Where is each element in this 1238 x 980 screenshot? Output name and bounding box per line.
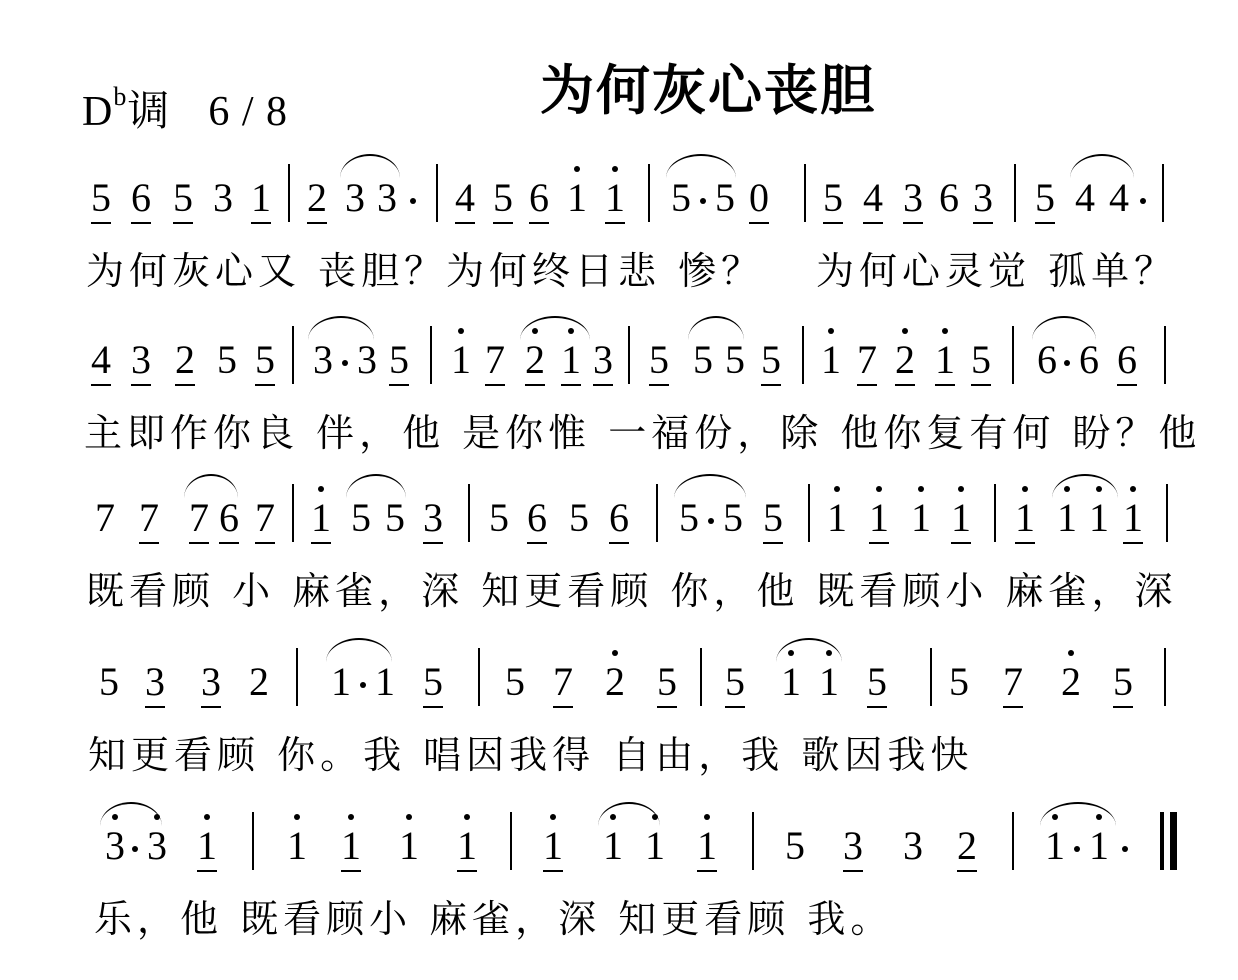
note: 3 — [357, 337, 377, 382]
note: 2 — [520, 338, 550, 382]
note: 5 — [384, 338, 414, 382]
note: 1 — [1084, 824, 1114, 868]
note: 1 — [1010, 496, 1040, 540]
note: 7 — [480, 338, 510, 382]
lyric-text: 既看顾 小 麻雀，深 知更看顾 你，他 既看顾小 麻雀，深 — [86, 569, 1178, 613]
key-signature: $D^b$调 6 / 8 — [82, 82, 289, 135]
note: 5 — [489, 495, 509, 540]
note: 1 — [692, 824, 722, 868]
barline — [1014, 164, 1016, 222]
note: 5 — [966, 338, 996, 382]
note: 7 — [134, 496, 164, 540]
note: 3 — [418, 496, 448, 540]
duration-dot — [132, 846, 138, 852]
note: 1 — [538, 824, 568, 868]
barline — [656, 484, 658, 542]
note: 1 — [1040, 824, 1070, 868]
note: 6 — [939, 175, 959, 220]
note: 1 — [600, 176, 630, 220]
note: 1 — [640, 824, 670, 868]
note: 6 — [214, 496, 244, 540]
barline — [1012, 812, 1014, 870]
note: 5 — [949, 659, 969, 704]
score-row-4 — [0, 660, 1238, 780]
note: 1 — [776, 660, 806, 704]
final-barline-thick — [1170, 812, 1177, 870]
note: 3 — [313, 337, 333, 382]
score-row-1 — [0, 176, 1238, 296]
note: 2 — [302, 176, 332, 220]
barline — [292, 326, 294, 384]
note: 5 — [725, 337, 745, 382]
note: 1 — [1118, 496, 1148, 540]
note: 6 — [1037, 337, 1057, 382]
note: 0 — [744, 176, 774, 220]
final-barline-thin — [1160, 812, 1164, 870]
barline — [1166, 484, 1168, 542]
note: 3 — [898, 176, 928, 220]
note: 3 — [345, 175, 365, 220]
barline — [752, 812, 754, 870]
barline — [430, 326, 432, 384]
barline — [296, 648, 298, 706]
lyric-text: 为何终日悲 惨？ — [446, 249, 765, 293]
barline — [292, 484, 294, 542]
duration-dot — [360, 682, 366, 688]
barline — [478, 648, 480, 706]
note: 3 — [838, 824, 868, 868]
note: 1 — [864, 496, 894, 540]
duration-dot — [1122, 846, 1128, 852]
note: 1 — [816, 338, 846, 382]
note: 1 — [446, 338, 476, 382]
note: 2 — [600, 660, 630, 704]
note: 1 — [246, 176, 276, 220]
note: 2 — [1056, 660, 1086, 704]
score-row-5 — [0, 824, 1238, 944]
note: 3 — [377, 175, 397, 220]
duration-dot — [342, 360, 348, 366]
note: 2 — [170, 338, 200, 382]
note: 3 — [100, 824, 130, 868]
note: 5 — [756, 338, 786, 382]
note: 5 — [679, 495, 699, 540]
note: 6 — [1112, 338, 1142, 382]
note: 5 — [671, 175, 691, 220]
note: 6 — [604, 496, 634, 540]
barline — [700, 648, 702, 706]
barline — [930, 648, 932, 706]
note: 1 — [556, 338, 586, 382]
note: 3 — [968, 176, 998, 220]
lyric-text: 乐，他 既看顾小 麻雀，深 知更看顾 我。 — [94, 897, 894, 941]
note: 1 — [336, 824, 366, 868]
note: 2 — [952, 824, 982, 868]
note: 1 — [814, 660, 844, 704]
score-row-2 — [0, 338, 1238, 458]
note: 5 — [758, 496, 788, 540]
note: 1 — [562, 176, 592, 220]
barline — [252, 812, 254, 870]
barline — [648, 164, 650, 222]
note: 1 — [282, 824, 312, 868]
note: 7 — [250, 496, 280, 540]
note: 4 — [1075, 175, 1095, 220]
note: 5 — [720, 660, 750, 704]
lyric-text: 为何灰心又 丧胆？ — [86, 249, 448, 293]
note: 6 — [522, 496, 552, 540]
note: 1 — [331, 659, 351, 704]
note: 5 — [99, 659, 119, 704]
note: 3 — [126, 338, 156, 382]
note: 5 — [862, 660, 892, 704]
note: 5 — [723, 495, 743, 540]
note: 1 — [452, 824, 482, 868]
barline — [436, 164, 438, 222]
note: 5 — [1108, 660, 1138, 704]
barline — [1162, 164, 1164, 222]
note: 1 — [375, 659, 395, 704]
note: 6 — [126, 176, 156, 220]
duration-dot — [1140, 198, 1146, 204]
duration-dot — [410, 198, 416, 204]
barline — [288, 164, 290, 222]
note: 7 — [998, 660, 1028, 704]
note: 7 — [95, 495, 115, 540]
note: 3 — [588, 338, 618, 382]
song-title: 为何灰心丧胆 — [540, 59, 876, 122]
note: 5 — [418, 660, 448, 704]
note: 5 — [715, 175, 735, 220]
note: 2 — [249, 659, 269, 704]
note: 6 — [1079, 337, 1099, 382]
note: 1 — [1084, 496, 1114, 540]
note: 5 — [693, 337, 713, 382]
note: 1 — [192, 824, 222, 868]
note: 2 — [890, 338, 920, 382]
barline — [802, 326, 804, 384]
note: 5 — [250, 338, 280, 382]
barline — [510, 812, 512, 870]
note: 3 — [213, 175, 233, 220]
barline — [1164, 648, 1166, 706]
note: 7 — [548, 660, 578, 704]
note: 4 — [858, 176, 888, 220]
note: 1 — [930, 338, 960, 382]
note: 7 — [852, 338, 882, 382]
note: 5 — [488, 176, 518, 220]
note: 1 — [598, 824, 628, 868]
lyric-text: 知更看顾 你。我 唱因我得 自由，我 歌因我快 — [88, 733, 974, 777]
note: 4 — [86, 338, 116, 382]
note: 5 — [569, 495, 589, 540]
barline — [1012, 326, 1014, 384]
note: 5 — [785, 823, 805, 868]
note: 5 — [168, 176, 198, 220]
note: 1 — [822, 496, 852, 540]
note: 3 — [196, 660, 226, 704]
note: 5 — [652, 660, 682, 704]
duration-dot — [1074, 846, 1080, 852]
barline — [808, 484, 810, 542]
note: 3 — [140, 660, 170, 704]
note: 5 — [505, 659, 525, 704]
lyric-text: 为何心灵觉 孤单？ — [816, 249, 1178, 293]
note: 3 — [903, 823, 923, 868]
note: 5 — [818, 176, 848, 220]
lyric-text: 主即作你良 伴，他 是你惟 一福份，除 他你复有何 盼？他 — [84, 411, 1202, 455]
duration-dot — [700, 198, 706, 204]
duration-dot — [1064, 360, 1070, 366]
note: 5 — [385, 495, 405, 540]
note: 4 — [1109, 175, 1129, 220]
note: 5 — [644, 338, 674, 382]
duration-dot — [708, 518, 714, 524]
barline — [804, 164, 806, 222]
note: 1 — [306, 496, 336, 540]
barline — [994, 484, 996, 542]
note: 5 — [217, 337, 237, 382]
barline — [1164, 326, 1166, 384]
note: 1 — [1052, 496, 1082, 540]
note: 3 — [142, 824, 172, 868]
note: 5 — [86, 176, 116, 220]
note: 7 — [184, 496, 214, 540]
note: 6 — [524, 176, 554, 220]
barline — [628, 326, 630, 384]
note: 1 — [906, 496, 936, 540]
note: 1 — [394, 824, 424, 868]
note: 5 — [1030, 176, 1060, 220]
barline — [468, 484, 470, 542]
note: 5 — [351, 495, 371, 540]
note: 1 — [946, 496, 976, 540]
score-row-3 — [0, 496, 1238, 616]
note: 4 — [450, 176, 480, 220]
